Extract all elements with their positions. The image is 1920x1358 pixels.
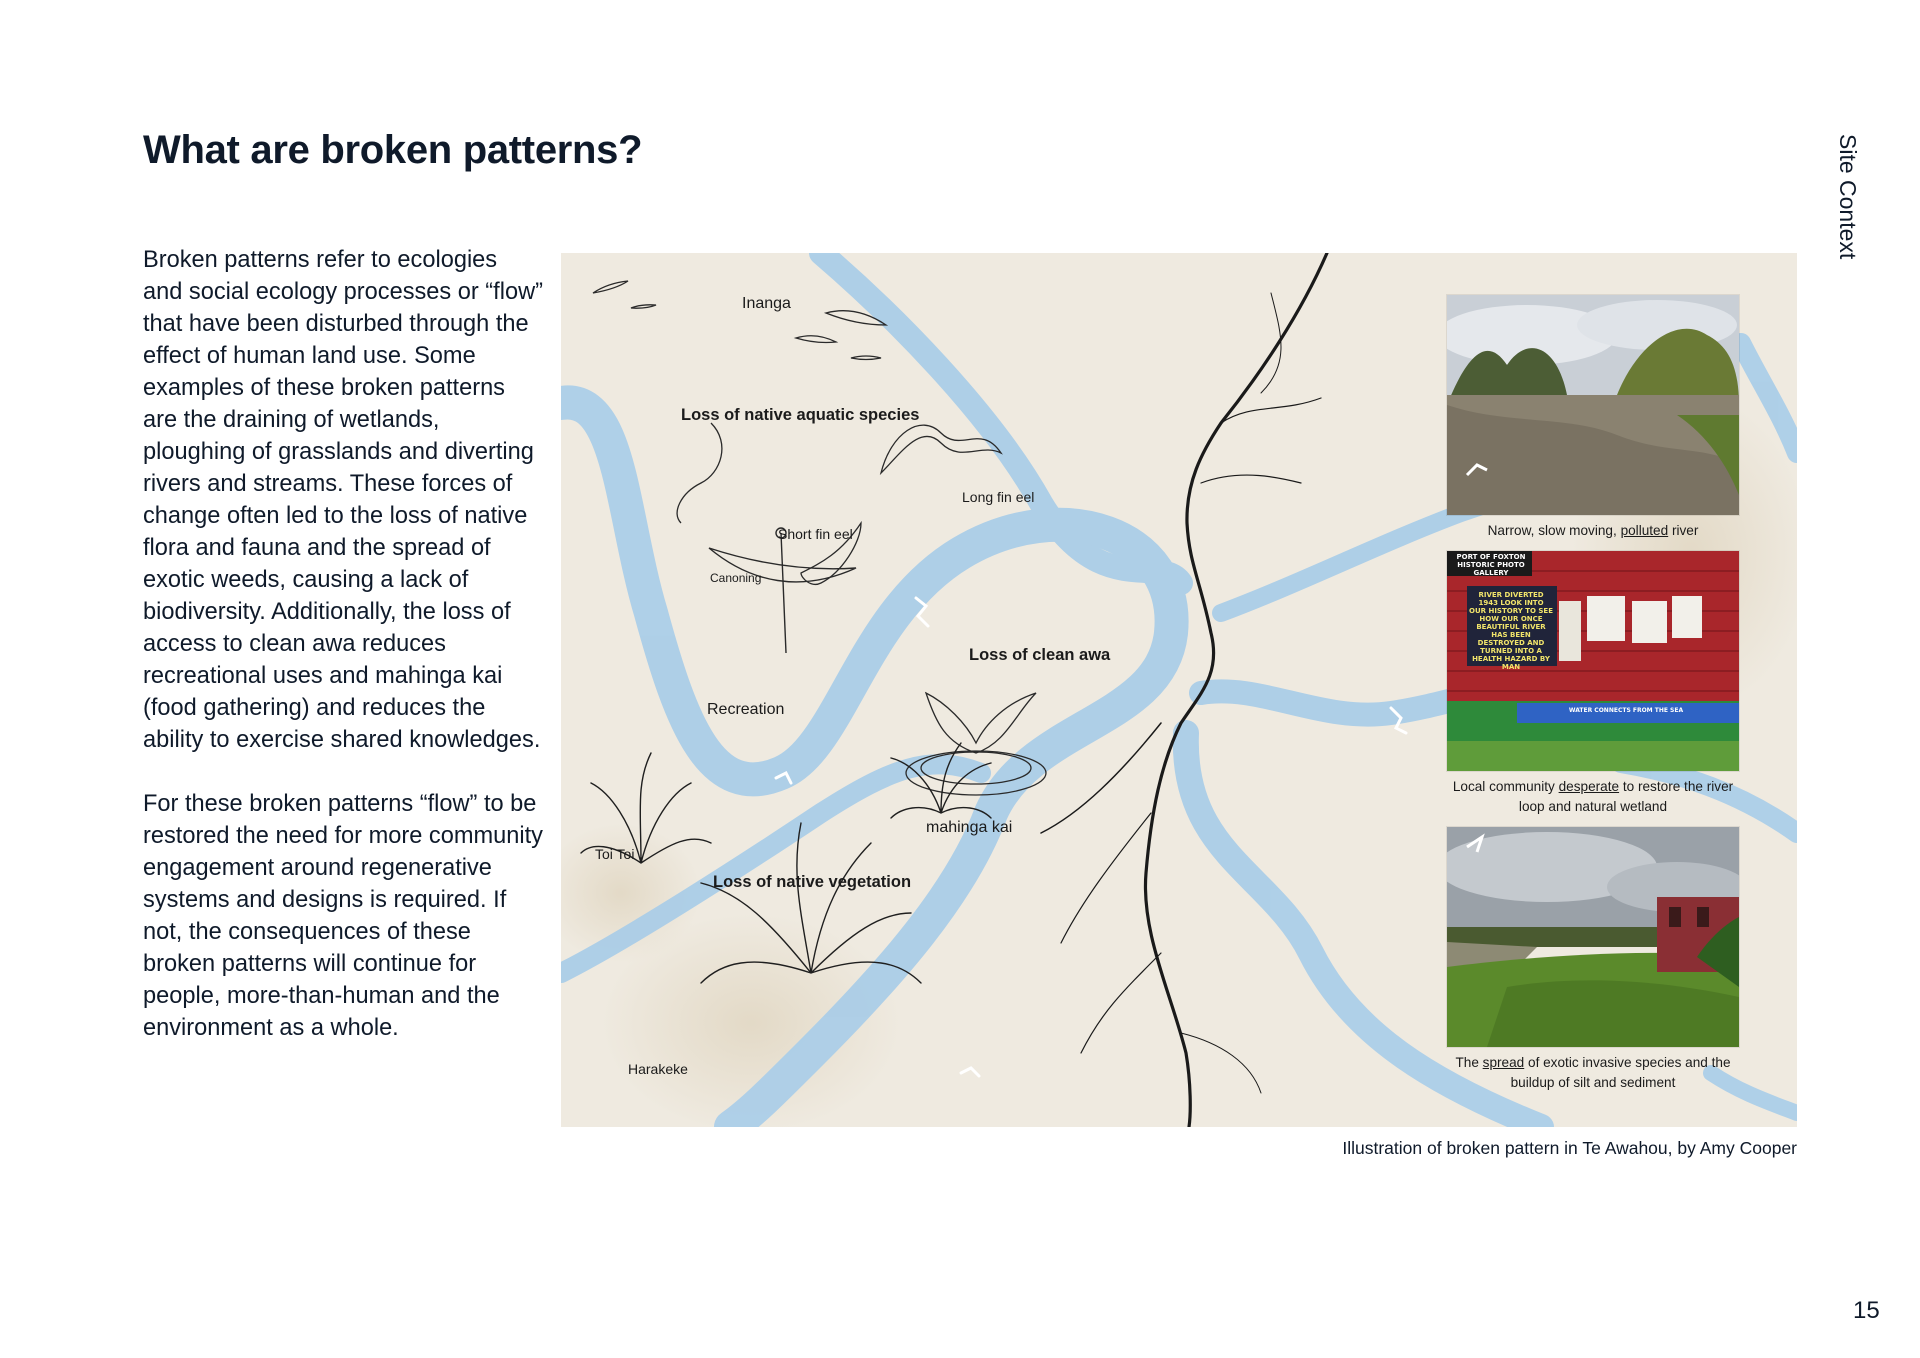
sign-notice: RIVER DIVERTED 1943 LOOK INTO OUR HISTORY TO SEE HOW OUR ONCE BEAUTIFUL RIVER HAS BEEN DESTROYED AND TURNED INTO A HEALTH HAZARD BY MAN bbox=[1469, 591, 1553, 671]
body-text bbox=[143, 244, 543, 1076]
canoe-drawing bbox=[709, 528, 856, 653]
short-fin-eel bbox=[677, 423, 722, 523]
label-loss-aquatic-species: Loss of native aquatic species bbox=[681, 406, 920, 424]
photo-caption-1: Narrow, slow moving, polluted river bbox=[1487, 523, 1699, 538]
photo-caption-2: Local community desperate to restore the river loop and natural wetland bbox=[1452, 779, 1734, 814]
label-long-fin-eel: Long fin eel bbox=[962, 489, 1035, 505]
label-inanga: Inanga bbox=[742, 295, 791, 312]
label-toi-toi: Toi Toi bbox=[595, 846, 635, 862]
inanga-fish bbox=[851, 356, 881, 360]
photo-polluted-river bbox=[1447, 295, 1739, 515]
sign-mural-text: WATER CONNECTS FROM THE SEA bbox=[1568, 707, 1684, 714]
label-loss-clean-awa: Loss of clean awa bbox=[969, 646, 1111, 664]
photo-invasive-species bbox=[1447, 827, 1739, 1047]
label-short-fin-eel: Short fin eel bbox=[778, 526, 853, 542]
body-paragraph-1: Broken patterns refer to ecologies and social ecology processes or “flow” that have been disturbed through the effect of human land use. Some examples of these broken patterns are the draining of wetlands, ploughing of grasslands and diverting rivers and streams. These forces of change often led to the loss of native flora and fauna and the spread of exotic weeds, causing a lack of biodiversity. Additionally, the loss of access to clean awa reduces recreational uses and mahinga kai (food gathering) and reduces the ability to exercise shared knowledges. bbox=[143, 247, 543, 753]
label-mahinga-kai: mahinga kai bbox=[926, 819, 1013, 836]
photo-caption-3: The spread of exotic invasive species and the buildup of silt and sediment bbox=[1455, 1055, 1731, 1090]
sign-header: PORT OF FOXTON HISTORIC PHOTO GALLERY bbox=[1456, 553, 1526, 577]
figure-caption: Illustration of broken pattern in Te Awahou, by Amy Cooper bbox=[1342, 1138, 1797, 1158]
body-paragraph-2: For these broken patterns “flow” to be restored the need for more community engagement around regenerative systems and designs is required. If not, the consequences of these broken patterns will continue for people, more-than-human and the environment as a whole. bbox=[143, 791, 543, 1041]
page-title: What are broken patterns? bbox=[143, 128, 643, 172]
label-canoning: Canoning bbox=[710, 571, 762, 585]
section-label: Site Context bbox=[1835, 134, 1861, 260]
label-harakeke: Harakeke bbox=[628, 1061, 688, 1077]
inanga-fish bbox=[631, 305, 656, 308]
inanga-fish bbox=[796, 336, 836, 343]
broken-pattern-illustration bbox=[561, 253, 1797, 1127]
inanga-fish bbox=[593, 281, 628, 293]
page-number: 15 bbox=[1853, 1297, 1880, 1324]
label-loss-native-vegetation: Loss of native vegetation bbox=[713, 873, 912, 891]
label-recreation: Recreation bbox=[707, 701, 785, 718]
